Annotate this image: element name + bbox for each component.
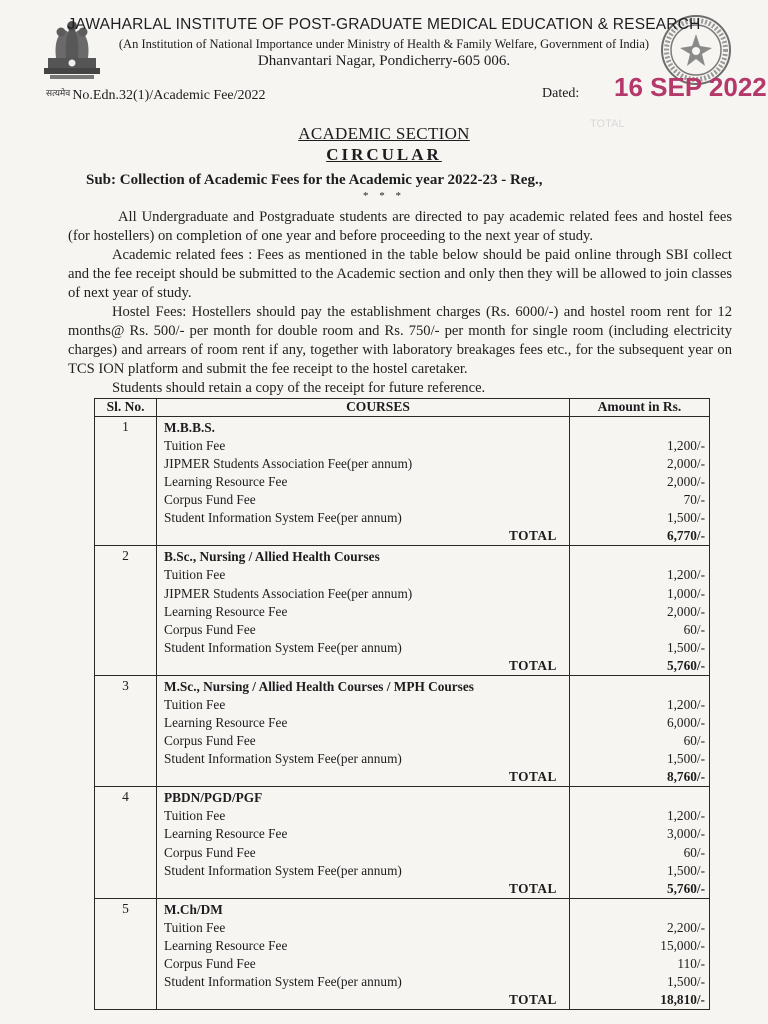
total-label: TOTAL — [509, 880, 557, 896]
separator: * * * — [363, 190, 405, 202]
fee-item-amount: 15,000/- — [660, 937, 705, 953]
paragraph-intro: All Undergraduate and Postgraduate students are directed to pay academic related fees and hostel fees (for hostellers) on completion of one year and before proceeding to the next year of study. — [68, 209, 732, 244]
total-amount: 5,760/- — [666, 657, 705, 673]
course-row — [95, 898, 710, 1009]
fee-item-amount: 60/- — [683, 844, 705, 860]
fee-item-amount: 1,200/- — [666, 696, 705, 712]
total-label: TOTAL — [509, 528, 557, 544]
amount-cell — [569, 898, 709, 1009]
subject-line: Sub: Collection of Academic Fees for the Academic year 2022-23 - Reg., — [86, 172, 543, 188]
course-cell — [157, 546, 570, 675]
fee-item-amount: 1,000/- — [666, 585, 705, 601]
fee-item-amount: 1,500/- — [666, 639, 705, 655]
course-row — [95, 417, 710, 546]
fee-table-header — [95, 399, 710, 417]
total-amount: 6,770/- — [666, 528, 705, 544]
header-courses: COURSES — [157, 399, 570, 417]
fee-item-amount: 1,200/- — [666, 438, 705, 453]
fee-item-label: Corpus Fund Fee — [164, 733, 256, 749]
date-stamp: 16 SEP 2022 — [614, 72, 767, 102]
serial-number: 2 — [95, 546, 157, 675]
circular-body — [68, 208, 732, 398]
fee-item-label: Corpus Fund Fee — [164, 492, 256, 508]
amount-cell — [569, 787, 709, 898]
ref-number-text: No.Edn.32(1)/Academic Fee/2022 — [72, 88, 266, 103]
institute-name: JAWAHARLAL INSTITUTE OF POST-GRADUATE MEDICAL EDUCATION & RESEARCH — [67, 16, 701, 33]
fee-item-label: JIPMER Students Association Fee(per annum) — [164, 456, 413, 472]
fee-item-amount: 1,200/- — [666, 808, 705, 824]
total-label: TOTAL — [509, 769, 557, 785]
fee-item-label: Student Information System Fee(per annum) — [164, 751, 402, 767]
serial-number: 5 — [95, 898, 157, 1009]
fee-item-label: JIPMER Students Association Fee(per annum) — [164, 585, 413, 601]
fee-item-label: Tuition Fee — [164, 438, 226, 453]
institute-subtitle: (An Institution of National Importance under Ministry of Health & Family Welfare, Government of India) — [118, 37, 650, 51]
amount-spacer — [570, 548, 705, 566]
course-cell — [157, 787, 570, 898]
fee-item-amount: 2,000/- — [666, 474, 705, 490]
fee-item-amount: 1,500/- — [666, 862, 705, 878]
fee-item-amount: 60/- — [683, 621, 705, 637]
bleed-through-text — [30, 412, 33, 426]
fee-item-label: Student Information System Fee(per annum) — [164, 510, 402, 526]
serial-number: 1 — [95, 417, 157, 546]
fee-item-amount: 1,500/- — [666, 510, 705, 526]
serial-number: 4 — [95, 787, 157, 898]
fee-item-label: Student Information System Fee(per annum) — [164, 862, 402, 878]
course-name: PBDN/PGD/PGF — [164, 790, 263, 806]
fee-item-label: Tuition Fee — [164, 567, 226, 583]
fee-item-label: Corpus Fund Fee — [164, 955, 256, 971]
total-label: TOTAL — [509, 657, 557, 673]
dated-label: Dated: — [542, 86, 580, 101]
amount-cell — [569, 546, 709, 675]
course-name: M.Sc., Nursing / Allied Health Courses / MPH Courses — [164, 678, 474, 694]
header-sl-no: Sl. No. — [95, 399, 157, 417]
section-title: ACADEMIC SECTION — [298, 124, 470, 143]
fee-item-amount: 110/- — [677, 955, 705, 971]
paragraph-hostel-fees: Hostel Fees: Hostellers should pay the establishment charges (Rs. 6000/-) and hostel room rent for 12 months@ Rs. 500/- per month for double room and Rs. 750/- per month for single room (including electricity charges) and arrears of room rent if any, together with laboratory breakages fees etc., for the subsequent year on TCS ION platform and submit the fee receipt to the hostel caretaker. — [68, 304, 732, 377]
total-amount: 5,760/- — [666, 880, 705, 896]
fee-item-amount: 70/- — [683, 492, 705, 508]
circular-title: CIRCULAR — [326, 145, 442, 164]
amount-spacer — [570, 789, 705, 807]
total-label: TOTAL — [509, 992, 557, 1008]
amount-spacer — [570, 419, 705, 437]
institute-address: Dhanvantari Nagar, Pondicherry-605 006. — [257, 53, 511, 69]
course-cell — [157, 675, 570, 786]
fee-item-label: Learning Resource Fee — [164, 474, 288, 490]
fee-item-label: Learning Resource Fee — [164, 937, 288, 953]
fee-table-body — [95, 417, 710, 1010]
course-row — [95, 546, 710, 675]
course-cell — [157, 417, 570, 546]
fee-item-amount: 6,000/- — [666, 715, 705, 731]
paragraph-retain-receipt: Students should retain a copy of the receipt for future reference. — [112, 380, 486, 396]
course-name: M.Ch/DM — [164, 901, 223, 917]
fee-item-label: Tuition Fee — [164, 696, 226, 712]
fee-item-amount: 60/- — [683, 733, 705, 749]
fee-item-amount: 1,200/- — [666, 567, 705, 583]
amount-cell — [569, 675, 709, 786]
bleed-through-text: TOTAL — [590, 118, 670, 130]
header-amount: Amount in Rs. — [569, 399, 709, 417]
serial-number: 3 — [95, 675, 157, 786]
fee-item-amount: 2,000/- — [666, 456, 705, 472]
fee-item-amount: 2,200/- — [666, 919, 705, 935]
course-name: M.B.B.S. — [164, 420, 216, 435]
fee-item-label: Learning Resource Fee — [164, 826, 288, 842]
amount-spacer — [570, 678, 705, 696]
fee-item-label: Learning Resource Fee — [164, 603, 288, 619]
reference-number — [46, 86, 266, 104]
fee-item-label: Student Information System Fee(per annum) — [164, 639, 402, 655]
fee-item-label: Corpus Fund Fee — [164, 844, 256, 860]
fee-item-label: Corpus Fund Fee — [164, 621, 256, 637]
amount-spacer — [570, 901, 705, 919]
course-row — [95, 675, 710, 786]
amount-cell — [569, 417, 709, 546]
ref-hindi-text: सत्यमेव — [46, 88, 71, 98]
fee-item-label: Tuition Fee — [164, 919, 226, 935]
fee-item-label: Learning Resource Fee — [164, 715, 288, 731]
paragraph-academic-fees: Academic related fees : Fees as mentioned in the table below should be paid online through SBI collect and the fee receipt should be submitted to the Academic section and only then they will be allowed to join classes of next year of study. — [68, 247, 732, 301]
fee-item-amount: 2,000/- — [666, 603, 705, 619]
fee-item-amount: 3,000/- — [666, 826, 705, 842]
fee-item-amount: 1,500/- — [666, 751, 705, 767]
course-row — [95, 787, 710, 898]
course-cell — [157, 898, 570, 1009]
fee-table — [94, 398, 710, 1010]
total-amount: 8,760/- — [666, 769, 705, 785]
fee-item-label: Student Information System Fee(per annum) — [164, 973, 402, 989]
total-amount: 18,810/- — [660, 992, 705, 1008]
course-name: B.Sc., Nursing / Allied Health Courses — [164, 549, 380, 565]
fee-item-amount: 1,500/- — [666, 973, 705, 989]
fee-item-label: Tuition Fee — [164, 808, 226, 824]
